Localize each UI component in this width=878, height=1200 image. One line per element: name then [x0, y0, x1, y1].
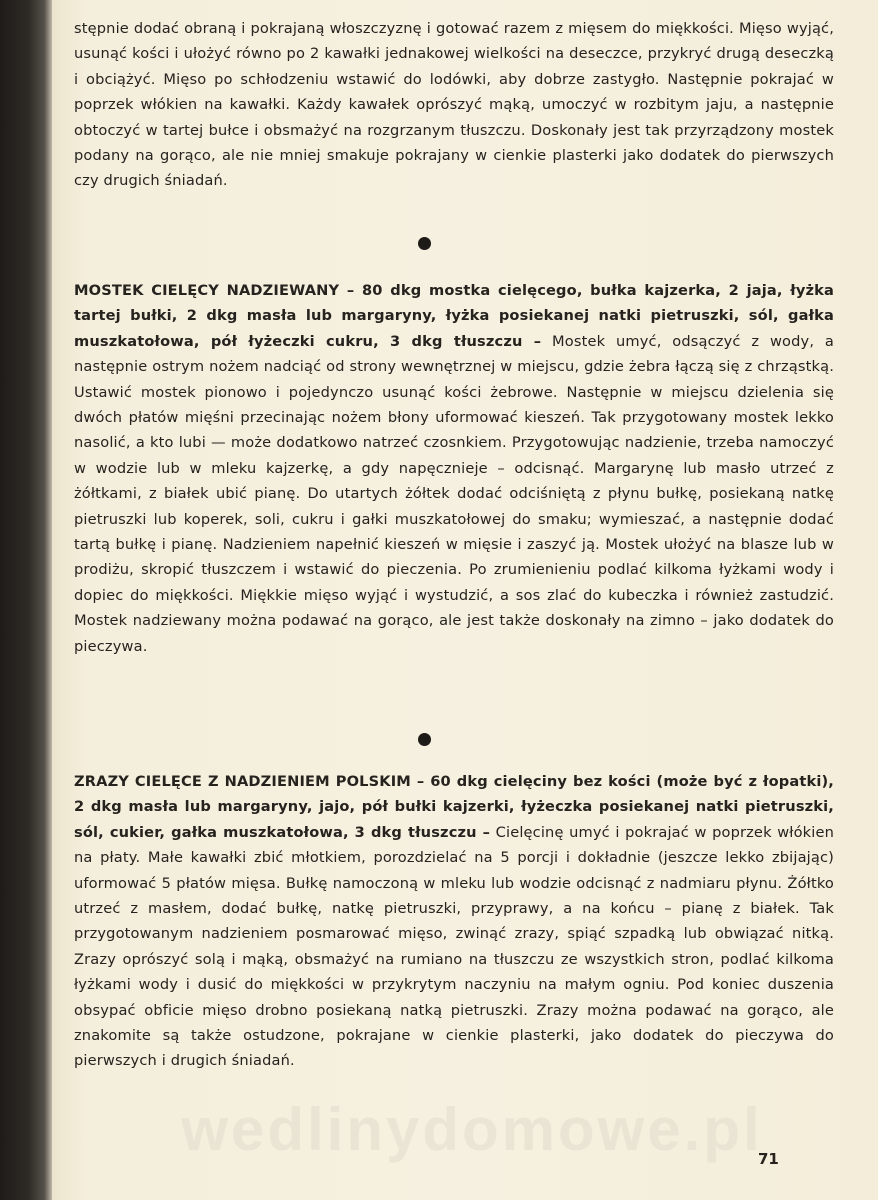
recipe-mostek-instructions: Mostek umyć, odsączyć z wody, a następnie ostrym nożem nadciąć od strony wewnętrznej w miejscu, gdzie żebra łączą się z chrząstką. Ustawić mostek pionowo i pojedynczo usunąć kości żebrowe. Następnie w miejscu dzielenia się dwóch płatów mięśni przecinając nożem błony uformować kieszeń. Tak przygotowany mostek lekko nasolić, a kto lubi — może dodatkowo natrzeć czosnkiem. Przygotowując nadzienie, trzeba namoczyć w wodzie lub w mleku kajzerkę, a gdy napęcznieje – odcisnąć. Margarynę lub masło utrzeć z żółtkami, z białek ubić pianę. Do utartych żółtek dodać odciśniętą z płynu bułkę, posiekaną natkę pietruszki lub koperek, soli, cukru i gałki muszkatołowej do smaku; wymieszać, a następnie dodać tartą bułkę i pianę. Nadzieniem napełnić kieszeń w mięsie i zaszyć ją. Mostek ułożyć na blasze lub w prodiżu, skropić tłuszczem i wstawić do pieczenia. Po zrumienieniu podlać kilkoma łyżkami wody i dopiec do miękkości. Miękkie mięso wyjąć i wystudzić, a sos zlać do kubeczka i również zastudzić. Mostek nadziewany można podawać na gorąco, ale jest także doskonały na zimno – jako dodatek do pieczywa.	[74, 332, 834, 655]
book-page	[52, 0, 878, 1200]
recipe-zrazy	[74, 769, 834, 1074]
section-bullet-icon	[418, 237, 431, 250]
recipe-mostek-title: MOSTEK CIELĘCY NADZIEWANY – 80 dkg mostka cielęcego, bułka kajzerka, 2 jaja, łyżka tartej bułki, 2 dkg masła lub margaryny, łyżka posiekanej natki pietruszki, sól, gałka muszkatołowa, pół łyżeczki cukru, 3 dkg tłuszczu –	[74, 282, 834, 350]
watermark: wedlinydomowe.pl	[181, 1096, 763, 1163]
recipe-zrazy-instructions: Cielęcinę umyć i pokrajać w poprzek włókien na płaty. Małe kawałki zbić młotkiem, porozdzielać na 5 porcji i dokładnie (jeszcze lekko zbijając) uformować 5 płatów mięsa. Bułkę namoczoną w mleku lub wodzie odcisnąć z nadmiaru płynu. Żółtko utrzeć z masłem, dodać bułkę, natkę pietruszki, przyprawy, a na końcu – pianę z białek. Tak przygotowanym nadzieniem posmarować mięso, zwinąć zrazy, spiąć szpadką lub obwiązać nitką. Zrazy oprószyć solą i mąką, obsmażyć na rumiano na tłuszczu ze wszystkich stron, podlać kilkoma łyżkami wody i dusić do miękkości w przykrytym naczyniu na małym ogniu. Pod koniec duszenia obsypać obficie mięso drobno posiekaną natką pietruszki. Zrazy można podawać na gorąco, ale znakomite są także ostudzone, pokrajane w cienkie plasterki, jako dodatek do pieczywa do pierwszych i drugich śniadań.	[74, 823, 834, 1070]
page-number: 71	[758, 1150, 779, 1168]
recipe-mostek	[74, 278, 834, 659]
section-bullet-icon	[418, 733, 431, 746]
scan-dark-edge	[0, 0, 52, 1200]
recipe-zrazy-title: ZRAZY CIELĘCE Z NADZIENIEM POLSKIM – 60 dkg cielęciny bez kości (może być z łopatki), 2 dkg masła lub margaryny, jajo, pół bułki kajzerki, łyżeczka posiekanej natki pietruszki, sól, cukier, gałka muszkatołowa, 3 dkg tłuszczu –	[74, 773, 834, 841]
intro-paragraph: stępnie dodać obraną i pokrajaną włoszczyznę i gotować razem z mięsem do miękkości. Mięso wyjąć, usunąć kości i ułożyć równo po 2 kawałki jednakowej wielkości na deseczce, przykryć drugą deseczką i obciążyć. Mięso po schłodzeniu wstawić do lodówki, aby dobrze zastygło. Następnie pokrajać w poprzek włókien na kawałki. Każdy kawałek oprószyć mąką, umoczyć w rozbitym jaju, a następnie obtoczyć w tartej bułce i obsmażyć na rozgrzanym tłuszczu. Doskonały jest tak przyrządzony mostek podany na gorąco, ale nie mniej smakuje pokrajany w cienkie plasterki jako dodatek do pierwszych czy drugich śniadań.	[74, 20, 834, 190]
